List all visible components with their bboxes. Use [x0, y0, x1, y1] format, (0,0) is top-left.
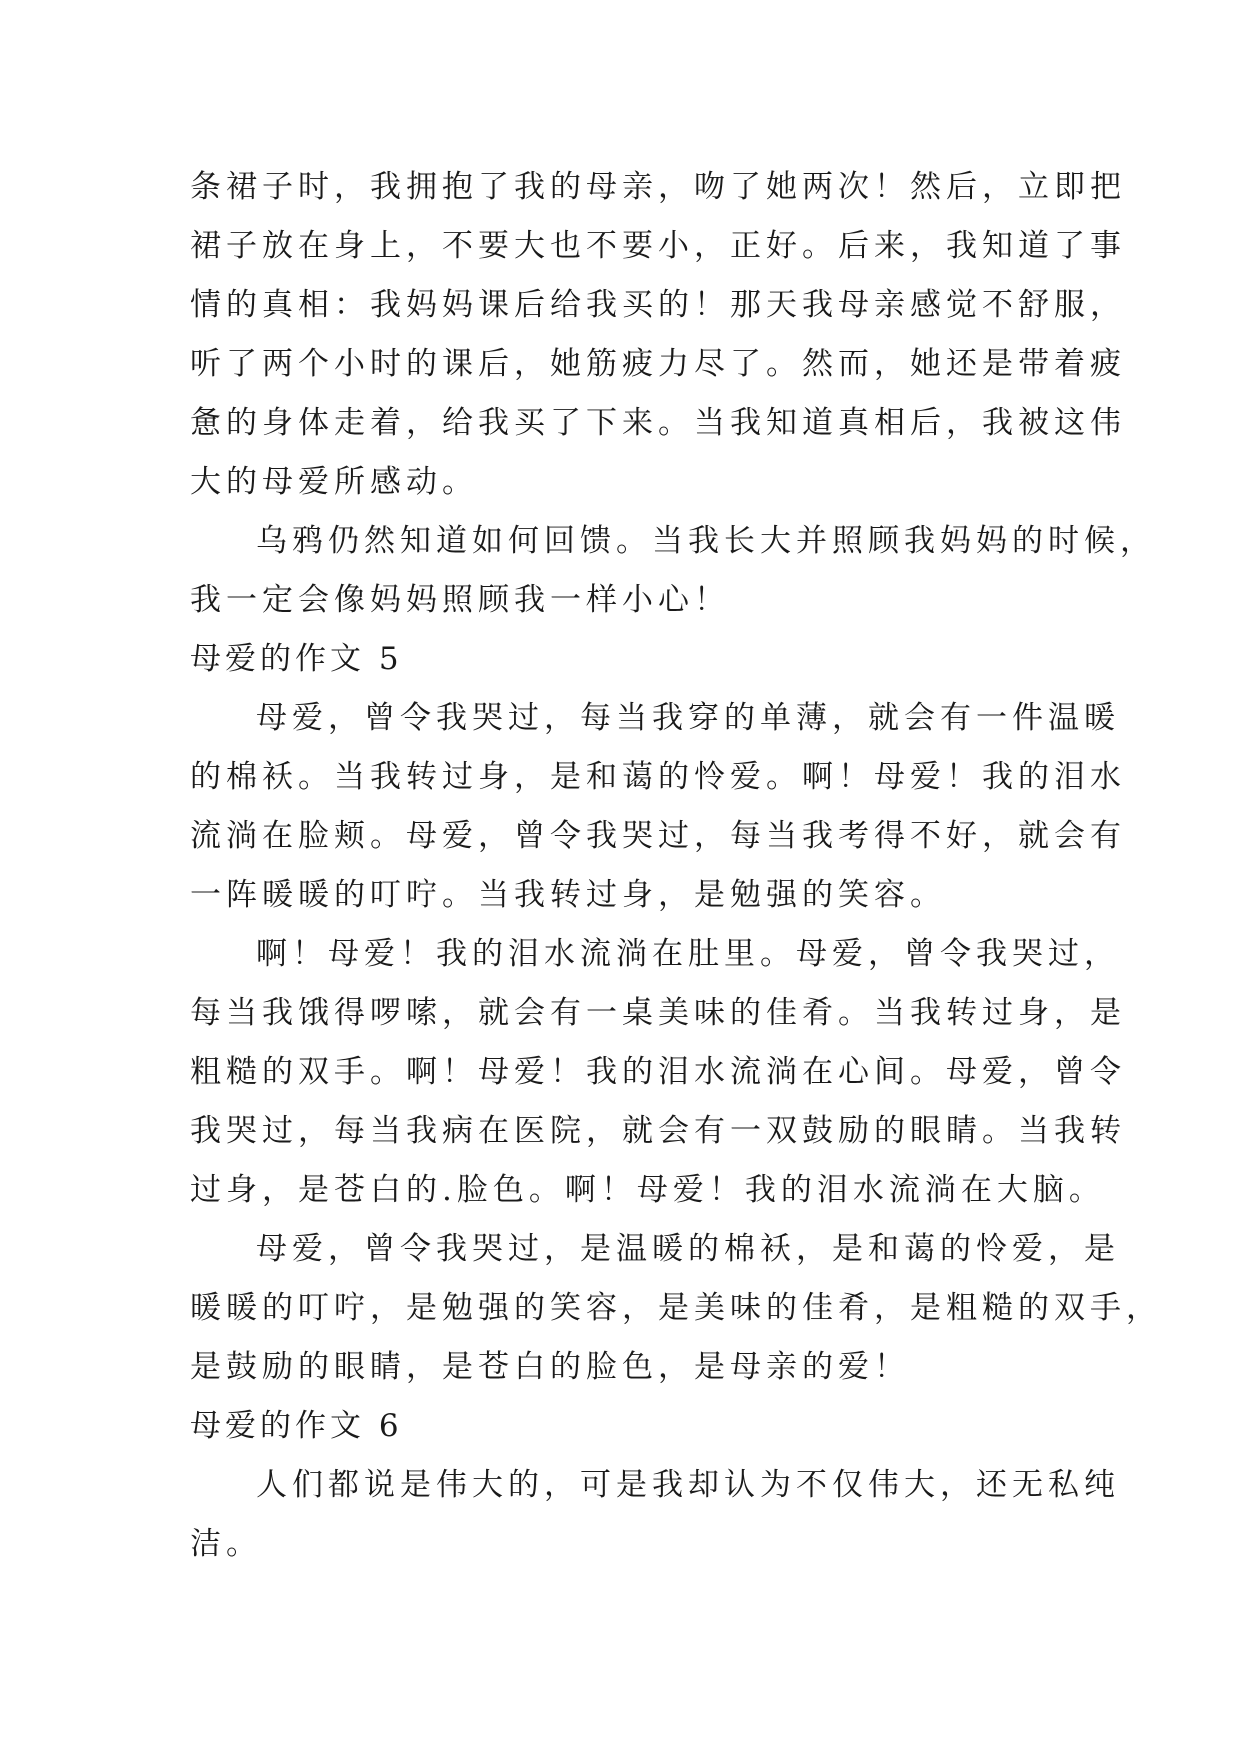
text-line: 惫的身体走着，给我买了下来。当我知道真相后，我被这伟	[190, 405, 1126, 441]
text-line: 大的母爱所感动。	[190, 464, 478, 500]
text-line: 听了两个小时的课后，她筋疲力尽了。然而，她还是带着疲	[190, 346, 1126, 382]
paragraph-start-line: 乌鸦仍然知道如何回馈。当我长大并照顾我妈妈的时候，	[256, 523, 1156, 559]
text-line: 条裙子时，我拥抱了我的母亲，吻了她两次！然后，立即把	[190, 169, 1126, 205]
section-heading: 母爱的作文 6	[190, 1408, 403, 1444]
text-line: 流淌在脸颊。母爱，曾令我哭过，每当我考得不好，就会有	[190, 818, 1126, 854]
paragraph-start-line: 母爱，曾令我哭过，每当我穿的单薄，就会有一件温暖	[256, 700, 1120, 736]
document-body	[190, 158, 1162, 1574]
paragraph-start-line: 母爱，曾令我哭过，是温暖的棉袄，是和蔼的怜爱，是	[256, 1231, 1120, 1267]
paragraph-start-line: 啊！母爱！我的泪水流淌在肚里。母爱，曾令我哭过，	[256, 936, 1120, 972]
text-line: 洁。	[190, 1526, 262, 1562]
text-line: 是鼓励的眼睛，是苍白的脸色，是母亲的爱！	[190, 1349, 910, 1385]
section-heading: 母爱的作文 5	[190, 641, 403, 677]
text-line: 粗糙的双手。啊！母爱！我的泪水流淌在心间。母爱，曾令	[190, 1054, 1126, 1090]
text-line: 暖暖的叮咛，是勉强的笑容，是美味的佳肴，是粗糙的双手，	[190, 1290, 1162, 1326]
text-line: 我一定会像妈妈照顾我一样小心！	[190, 582, 730, 618]
text-line: 一阵暖暖的叮咛。当我转过身，是勉强的笑容。	[190, 877, 946, 913]
text-line: 过身，是苍白的.脸色。啊！母爱！我的泪水流淌在大脑。	[190, 1172, 1105, 1208]
text-line: 每当我饿得啰嗦，就会有一桌美味的佳肴。当我转过身，是	[190, 995, 1126, 1031]
paragraph-start-line: 人们都说是伟大的，可是我却认为不仅伟大，还无私纯	[256, 1467, 1120, 1503]
text-line: 裙子放在身上，不要大也不要小，正好。后来，我知道了事	[190, 228, 1126, 264]
text-line: 我哭过，每当我病在医院，就会有一双鼓励的眼睛。当我转	[190, 1113, 1126, 1149]
text-line: 的棉袄。当我转过身，是和蔼的怜爱。啊！母爱！我的泪水	[190, 759, 1126, 795]
text-line: 情的真相：我妈妈课后给我买的！那天我母亲感觉不舒服，	[190, 287, 1126, 323]
